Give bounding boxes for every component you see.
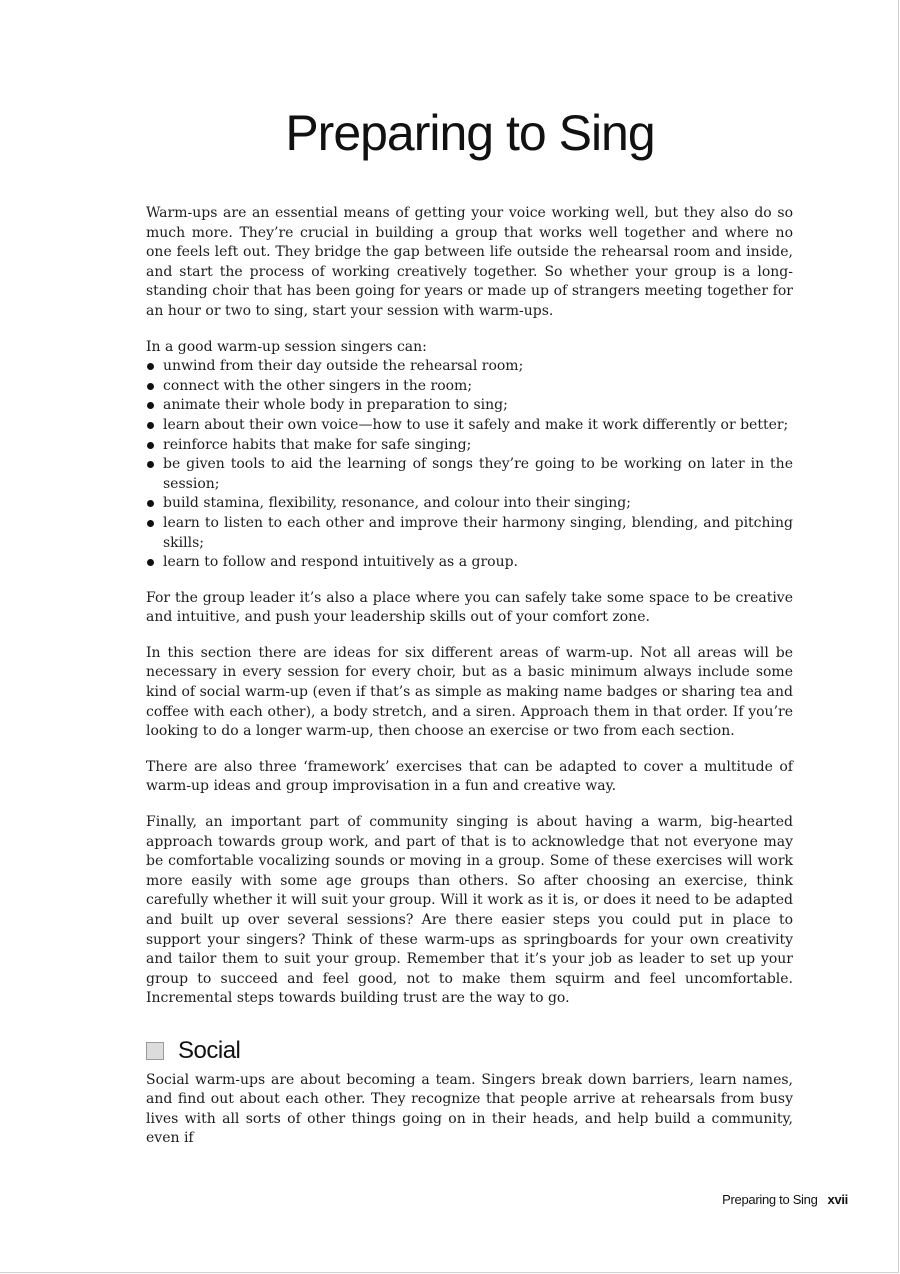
list-lead: In a good warm-up session singers can: <box>146 338 427 355</box>
intro-paragraph: Warm-ups are an essential means of getting your voice working well, but they also do so much more. They’re crucial in building a group that works well together and where no one feels left out. They bridge the gap between life outside the rehearsal room and inside, and start the process of working creatively together. So whether your group is a long-standing choir that has been going for years or made up of strangers meeting together for an hour or two to sing, start your session with warm-ups. <box>146 205 793 319</box>
bullet-list <box>146 357 793 573</box>
list-item-text: learn to listen to each other and improve their harmony singing, blending, and pitching skills; <box>163 514 793 551</box>
section-marker-icon <box>146 1042 164 1060</box>
section-title: Social <box>178 1036 241 1064</box>
body-paragraph: There are also three ‘framework’ exercises that can be adapted to cover a multitude of warm-up ideas and group improvisation in a fun and creative way. <box>146 758 793 795</box>
body-paragraph: For the group leader it’s also a place where you can safely take some space to be creative and intuitive, and push your leadership skills out of your comfort zone. <box>146 589 793 626</box>
list-item-text: reinforce habits that make for safe singing; <box>163 436 472 453</box>
list-item-text: be given tools to aid the learning of songs they’re going to be working on later in the session; <box>163 456 793 492</box>
list-item <box>146 357 793 377</box>
list-item <box>146 494 793 514</box>
page-title: Preparing to Sing <box>285 105 655 161</box>
list-item-text: build stamina, flexibility, resonance, and colour into their singing; <box>163 495 631 512</box>
bullet-icon <box>147 500 154 507</box>
body-paragraph: In this section there are ideas for six different areas of warm-up. Not all areas will be necessary in every session for every choir, but as a basic minimum always include some kind of social warm-up (even if that’s as simple as making name badges or sharing tea and coffee with each other), a body stretch, and a siren. Approach them in that order. If you’re looking to do a longer warm-up, then choose an exercise or two from each section. <box>146 644 793 740</box>
list-item <box>146 396 793 416</box>
list-item-text: animate their whole body in preparation to sing; <box>163 397 508 414</box>
body-text <box>146 204 793 1165</box>
list-item <box>146 553 793 573</box>
bullet-icon <box>147 559 154 566</box>
bullet-icon <box>147 363 154 370</box>
list-item-text: connect with the other singers in the room; <box>163 377 473 394</box>
bullet-icon <box>147 383 154 390</box>
list-item-text: learn about their own voice—how to use it safely and make it work differently or better; <box>163 416 789 433</box>
page-footer <box>722 1192 848 1207</box>
list-item-text: learn to follow and respond intuitively as a group. <box>163 554 518 571</box>
body-paragraph: Finally, an important part of community singing is about having a warm, big-hearted approach towards group work, and part of that is to acknowledge that not everyone may be comfortable vocalizing sounds or moving in a group. Some of these exercises will work more easily with some age groups than others. So after choosing an exercise, think carefully whether it will suit your group. Will it work as it is, or does it need to be adapted and built up over several sessions? Are there easier steps you could put in place to support your singers? Think of these warm-ups as springboards for your own creativity and tailor them to suit your group. Remember that it’s your job as leader to set up your group to succeed and feel good, not to make them squirm and feel uncomfortable. Incremental steps towards building trust are the way to go. <box>146 814 793 1007</box>
section-paragraph: Social warm-ups are about becoming a team. Singers break down barriers, learn names, and find out about each other. They recognize that people arrive at rehearsals from busy lives with all sorts of other things going on in their heads, and help build a community, even if <box>146 1071 793 1147</box>
list-item <box>146 514 793 553</box>
list-item <box>146 455 793 494</box>
list-item <box>146 436 793 456</box>
list-item-text: unwind from their day outside the rehearsal room; <box>163 358 524 375</box>
bullet-icon <box>147 442 154 449</box>
bullet-icon <box>147 520 154 527</box>
page-number: xvii <box>827 1192 848 1207</box>
running-head: Preparing to Sing <box>722 1192 818 1207</box>
list-item <box>146 416 793 436</box>
bullet-icon <box>147 422 154 429</box>
list-item <box>146 377 793 397</box>
bullet-icon <box>147 461 154 468</box>
bullet-icon <box>147 402 154 409</box>
section-heading <box>146 1036 793 1064</box>
